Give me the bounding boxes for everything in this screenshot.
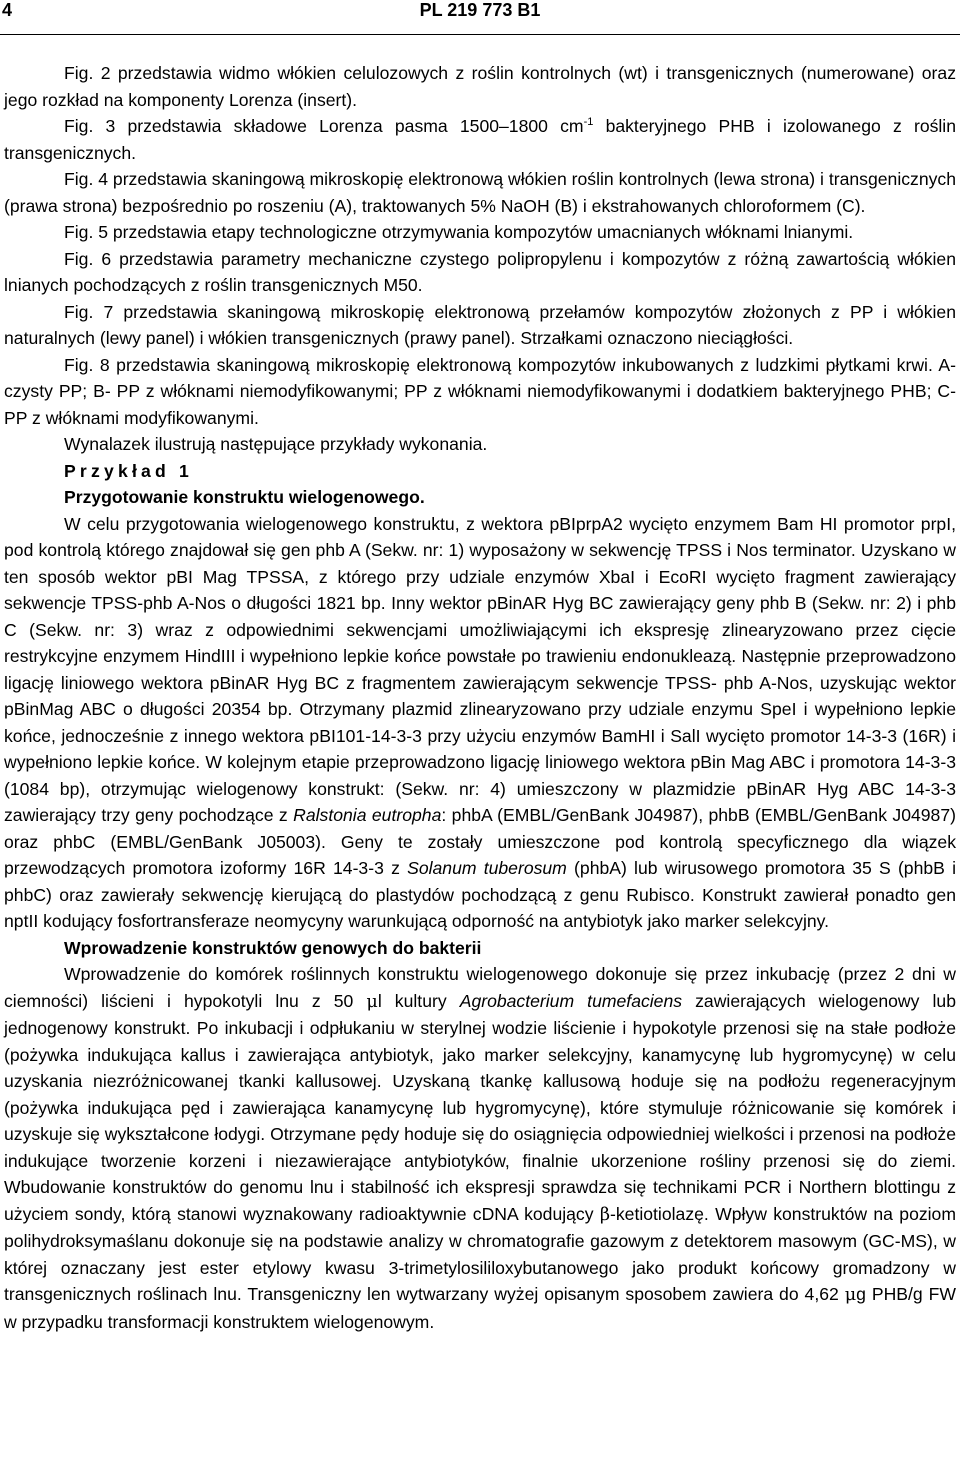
- example-label-text: Przykład 1: [64, 460, 194, 481]
- section-2-text-b: l kultury: [377, 990, 460, 1011]
- example-heading: Przygotowanie konstruktu wielogenowego.: [64, 487, 425, 507]
- figure-3-text-b: bakteryjnego PHB i izolowanego z roślin transgenicznych.: [4, 116, 957, 163]
- section-2-heading: Wprowadzenie konstruktów genowych do bakterii: [64, 937, 482, 958]
- example-paragraph: [4, 511, 956, 935]
- section-2-text-c: zawierających wielogenowy lub jednogenowy konstrukt. Po inkubacji i odpłukaniu w sterylnej wodzie liścienie i hypokotyle przenosi się na stałe podłoże (pożywka indukująca kallus i zawierająca antybiotyk, jako marker selekcyjny, kanamycynę lub hygromycynę) w celu uzyskania niezróżnicowanej tkanki kallusowej. Uzyskaną tkankę kallusową hoduje się na podłożu regeneracyjnym (pożywka indukująca pęd i zawierająca kanamycynę lub hygromycynę), które stymuluje różnicowanie się komórek i uzyskuje się wykształcone łodygi. Otrzymane pędy hoduje się do osiągnięcia odpowiedniej wielkości i przenosi na podłoże indukujące tworzenie korzeni i niezawierające antybiotyków, finalnie ukorzenione rośliny przenosi się do ziemi. Wbudowanie konstruktów do genomu lnu i stabilność ich ekspresji sprawdza się technikami PCR i Northern blottingu z użyciem sondy, którą stanowi wyznakowany radioaktywnie cDNA kodujący: [4, 990, 956, 1224]
- section-2-species: Agrobacterium tumefaciens: [459, 990, 683, 1011]
- document-id: PL 219 773 B1: [419, 0, 541, 20]
- section-2-text-d: -ketiotiolazę. Wpływ konstruktów na poziom polihydroksymaślanu dokonuje się na podstawie analizy w chromatografie gazowym z detektorem masowym (GC-MS), w której oznaczany jest ester etylowy kwasu 3-trimetylosililoxybutanowego jako produkt końcowy gromadzony w transgenicznych roślinach lnu. Transgeniczny len wytwarzany wyżej opisanym sposobem zawiera do 4,62: [4, 1203, 956, 1304]
- figure-7-caption: Fig. 7 przedstawia skaningową mikroskopię elektronową przełamów kompozytów złożonych z PP i włókien naturalnych (lewy panel) i włókien transgenicznych (prawy panel). Strzałkami oznaczono nieciągłości.: [4, 301, 956, 348]
- figure-4-caption: Fig. 4 przedstawia skaningową mikroskopię elektronową włókien roślin kontrolnych (lewa strona) i transgenicznych (prawa strona) bezpośrednio po roszeniu (A), traktowanych 5% NaOH (B) i ekstrahowanych chloroformem (C).: [4, 169, 956, 216]
- figure-3-caption: [4, 113, 956, 166]
- example-text-b: : phbA (EMBL/GenBank J04987), phbB (EMBL/GenBank J04987) oraz phbC (EMBL/GenBank J05003). Geny te zostały umieszczone pod kontrolą specyficznego dla wiązek przewodzących promotora izoformy 16R 14-3-3 z: [4, 805, 956, 878]
- micro-symbol: μ: [366, 991, 378, 1012]
- example-text-a: W celu przygotowania wielogenowego konstruktu, z wektora pBIprpA2 wycięto enzymem Bam HI promotor prpI, pod kontrolą którego znajdował się gen phb A (Sekw. nr: 1) wyposażony w sekwencję TPSS i Nos terminator. Uzyskano w ten sposób wektor pBI Mag TPSSA, z którego przy udziale enzymów XbaI i EcoRI wycięto fragment zawierający sekwencje TPSS-phb A-Nos o długości 1821 bp. Inny wektor pBinAR Hyg BC zawierający geny phb B (Sekw. nr: 2) i phb C (Sekw. nr: 3) wraz z odpowiednimi sekwencjami umożliwiającymi ich ekspresję zlinearyzowano przez cięcie restrykcyjne enzymem HindIII i wypełniono lepkie końce powstałe po trawieniu endonukleazą. Następnie przeprowadzono ligację liniowego wektora pBinAR Hyg BC z fragmentem zawierającym sekwencje TPSS- phb A-Nos, uzyskując wektor pBinMag ABC o długości 20354 bp. Otrzymany plazmid zlinearyzowano przy udziale enzymu SpeI i wypełniono lepkie końce, jednocześnie z innego wektora pBI101-14-3-3 przy użyciu enzymów BamHI i SalI wycięto promotor 14-3-3 (16R) i wypełniono lepkie końce. W kolejnym etapie przeprowadzono ligację liniowego wektora pBin Mag ABC i promotora 14-3-3 (1084 bp), otrzymując wielogenowy konstrukt: (Sekw. nr: 4) umieszczony w plazmidzie pBinAR Hyg ABC 14-3-3 zawierający trzy geny pochodzące z: [4, 513, 956, 825]
- section-2-text-e: g PHB/g FW w przypadku transformacji konstruktem wielogenowym.: [4, 1284, 956, 1332]
- page-number: 4: [2, 0, 13, 20]
- example-species-2: Solanum tuberosum: [407, 858, 567, 878]
- figure-3-superscript: -1: [583, 116, 594, 129]
- beta-symbol: β: [599, 1204, 611, 1225]
- example-label: [4, 458, 956, 485]
- page-header: [0, 0, 960, 35]
- micro-symbol-2: μ: [844, 1285, 857, 1305]
- example-text-c: (phbA) lub wirusowego promotora 35 S (phbB i phbC) oraz zawierały sekwencję kierującą do plastydów pochodzącą z genu Rubisco. Konstrukt zawierał ponadto gen nptII kodujący fosfortransferaze neomycyny warunkującą odporność na antybiotyk jako marker selekcyjny.: [4, 858, 956, 931]
- figure-6-caption: Fig. 6 przedstawia parametry mechaniczne czystego polipropylenu i kompozytów z różną zawartością włókien lnianych pochodzących z roślin transgenicznych M50.: [4, 248, 956, 295]
- intro-paragraph: Wynalazek ilustrują następujące przykłady wykonania.: [64, 434, 488, 454]
- figure-5-caption: Fig. 5 przedstawia etapy technologiczne otrzymywania kompozytów umacnianych włóknami lnianymi.: [64, 222, 854, 242]
- figure-3-text-a: Fig. 3 przedstawia składowe Lorenza pasma 1500–1800 cm: [64, 116, 584, 136]
- document-body: [4, 60, 956, 1335]
- example-species-1: Ralstonia eutropha: [293, 805, 442, 825]
- figure-8-caption: Fig. 8 przedstawia skaningową mikroskopię elektronową kompozytów inkubowanych z ludzkimi płytkami krwi. A- czysty PP; B- PP z włóknami niemodyfikowanymi; PP z włóknami niemodyfikowanymi i dodatkiem bakteryjnego PHB; C- PP z włóknami modyfikowanymi.: [4, 354, 956, 428]
- section-2-text-a: Wprowadzenie do komórek roślinnych konstruktu wielogenowego dokonuje się przez inkubację (przez 2 dni w ciemności) liścieni i hypokotyli lnu z 50: [4, 964, 956, 1011]
- section-2-paragraph: [4, 961, 956, 1335]
- figure-2-caption: Fig. 2 przedstawia widmo włókien celulozowych z roślin kontrolnych (wt) i transgenicznych (numerowane) oraz jego rozkład na komponenty Lorenza (insert).: [4, 63, 956, 110]
